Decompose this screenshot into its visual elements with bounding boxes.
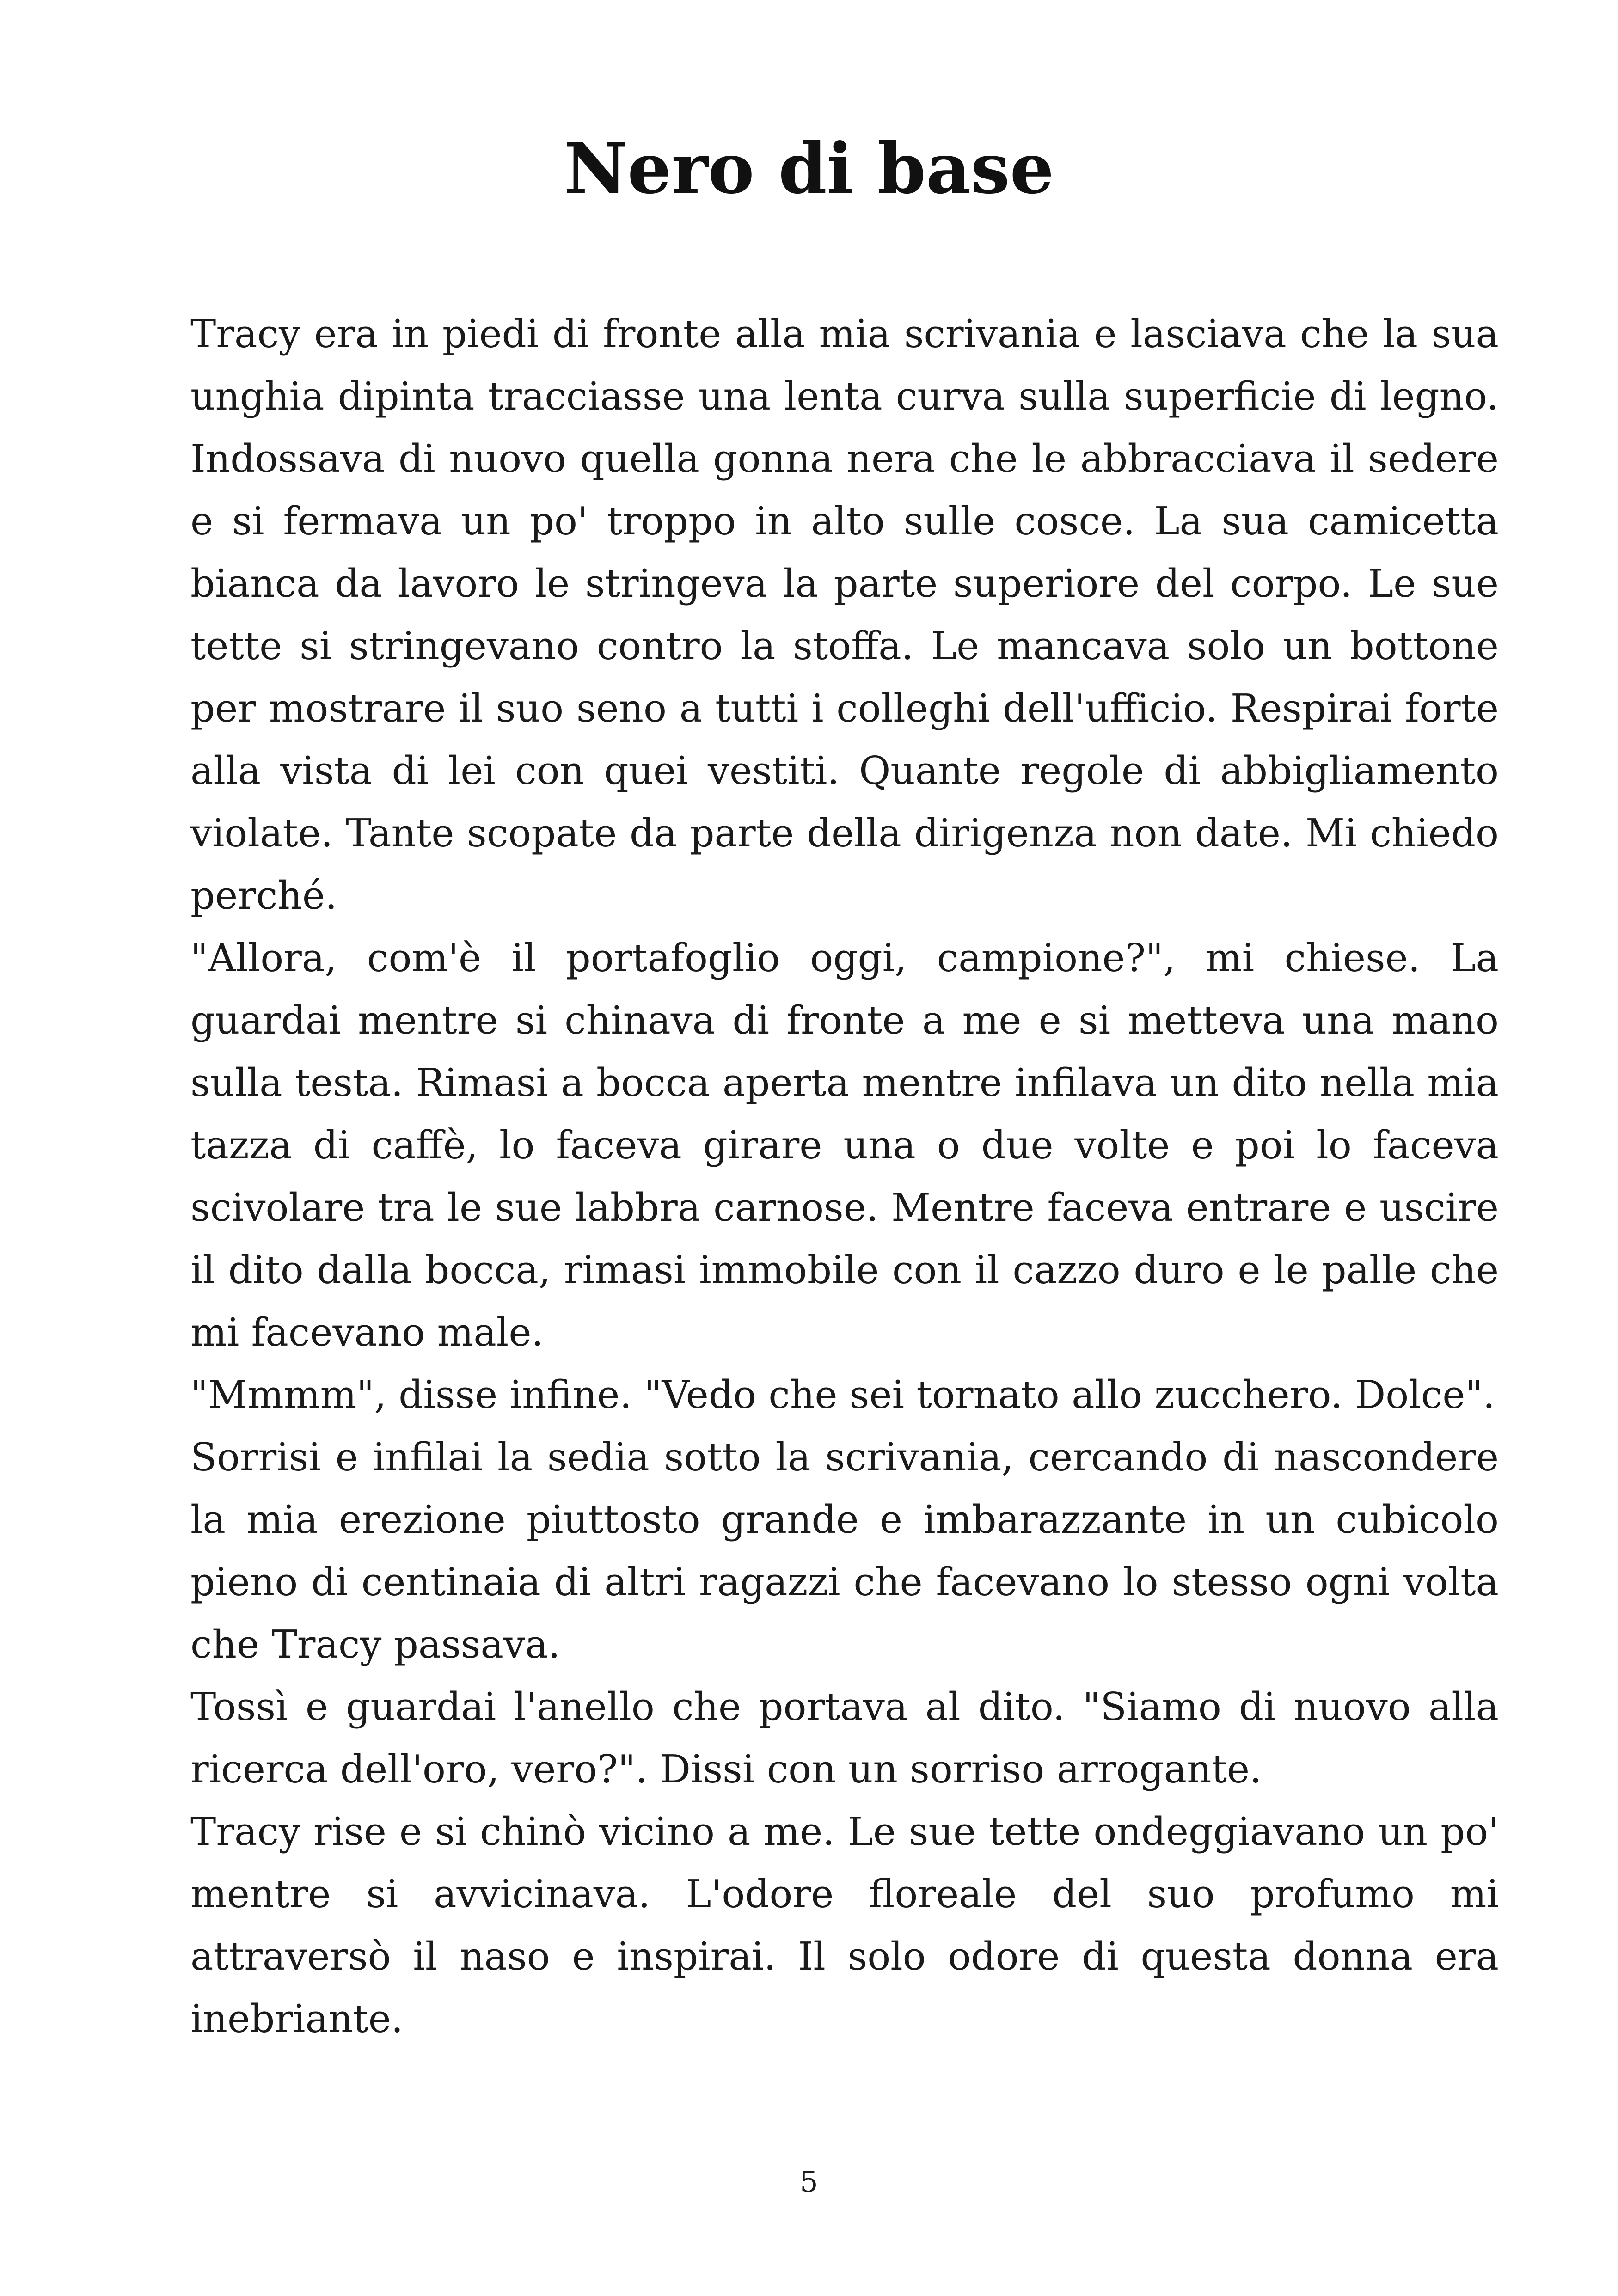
body-text [190, 303, 1499, 2050]
paragraph: Tossì e guardai l'anello che portava al dito. "Siamo di nuovo alla ricerca dell'oro, vero?". Dissi con un sorriso arrogante. [190, 1684, 1499, 1792]
paragraph: Tracy era in piedi di fronte alla mia scrivania e lasciava che la sua unghia dipinta tracciasse una lenta curva sulla superficie di legno. Indossava di nuovo quella gonna nera che le abbracciava il sedere e si fermava un po' troppo in alto sulle cosce. La sua camicetta bianca da lavoro le stringeva la parte superiore del corpo. Le sue tette si stringevano contro la stoffa. Le mancava solo un bottone per mostrare il suo seno a tutti i colleghi dell'ufficio. Respirai forte alla vista di lei con quei vestiti. Quante regole di abbigliamento violate. Tante scopate da parte della dirigenza non date. Mi chiedo perché. [190, 312, 1499, 918]
chapter-title: Nero di base [564, 128, 1054, 209]
paragraph: Tracy rise e si chinò vicino a me. Le sue tette ondeggiavano un po' mentre si avvicinava. L'odore floreale del suo profumo mi attraversò il naso e inspirai. Il solo odore di questa donna era inebriante. [190, 1809, 1499, 2041]
paragraph: "Allora, com'è il portafoglio oggi, campione?", mi chiese. La guardai mentre si chinava di fronte a me e si metteva una mano sulla testa. Rimasi a bocca aperta mentre infilava un dito nella mia tazza di caffè, lo faceva girare una o due volte e poi lo faceva scivolare tra le sue labbra carnose. Mentre faceva entrare e uscire il dito dalla bocca, rimasi immobile con il cazzo duro e le palle che mi facevano male. [190, 936, 1499, 1355]
paragraph: "Mmmm", disse infine. "Vedo che sei tornato allo zucchero. Dolce". [190, 1372, 1495, 1417]
paragraph: Sorrisi e infilai la sedia sotto la scrivania, cercando di nascondere la mia erezione piuttosto grande e imbarazzante in un cubicolo pieno di centinaia di altri ragazzi che facevano lo stesso ogni volta che Tracy passava. [190, 1435, 1499, 1667]
page-number: 5 [800, 2165, 818, 2198]
